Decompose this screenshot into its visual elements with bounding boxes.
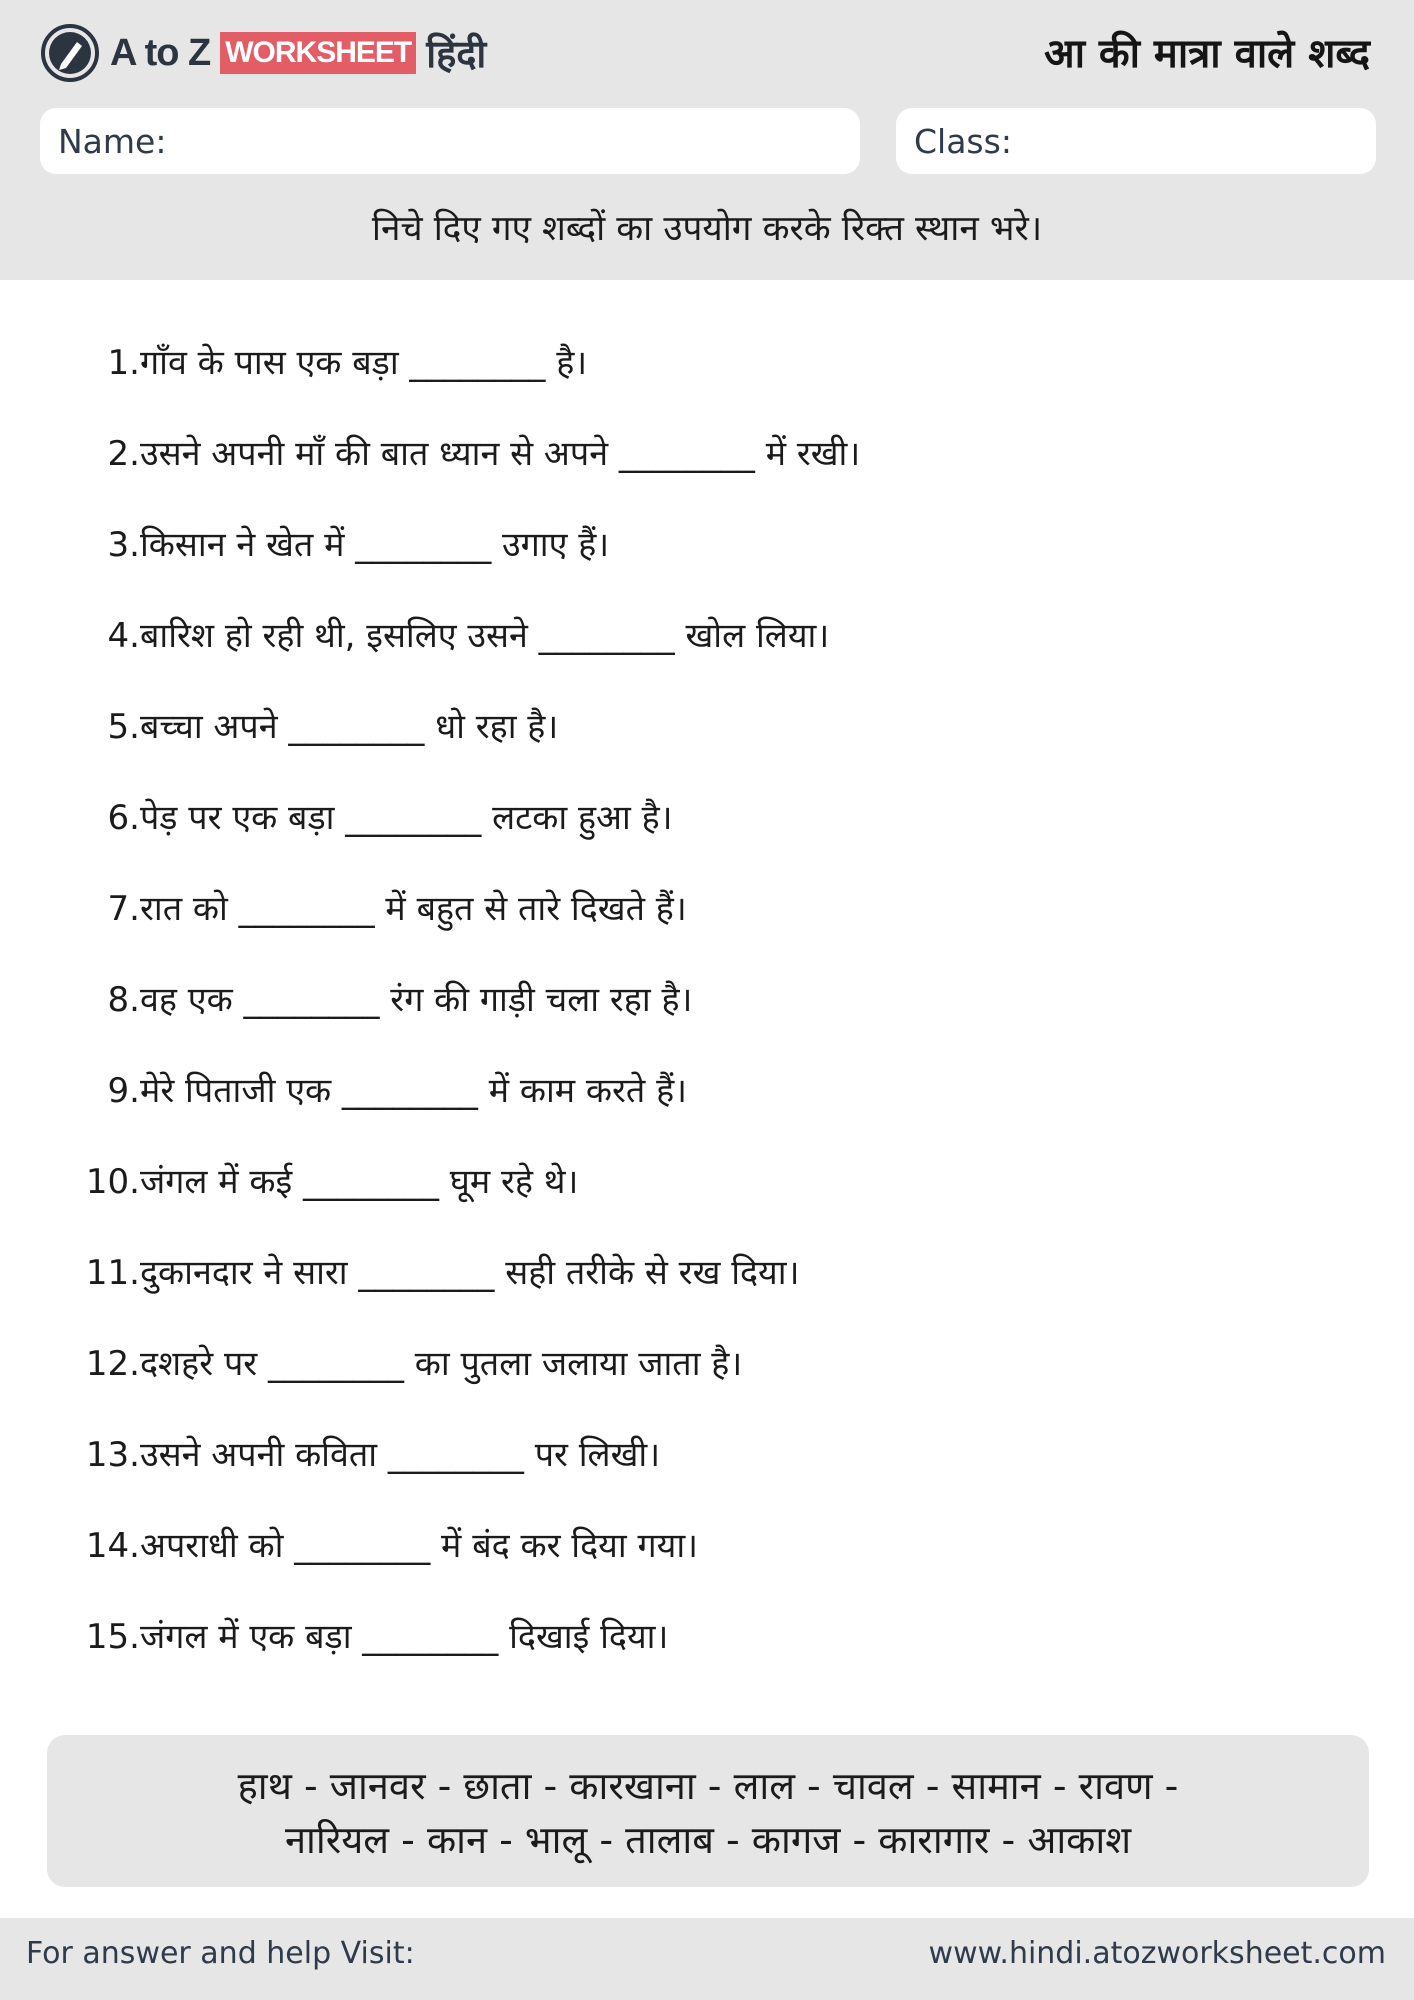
question-item	[70, 1339, 742, 1385]
word-bank	[47, 1735, 1369, 1887]
site-logo[interactable]	[40, 22, 486, 84]
question-item	[70, 793, 673, 839]
question-text: मेरे पिताजी एक ________ में काम करते हैं।	[140, 1071, 688, 1111]
question-item	[70, 1612, 668, 1658]
question-number: 2.	[107, 434, 140, 474]
question-number: 15.	[85, 1617, 140, 1657]
question-item	[70, 1430, 660, 1476]
question-text: जंगल में कई ________ घूम रहे थे।	[140, 1162, 579, 1202]
question-item	[70, 429, 860, 475]
question-text: बारिश हो रही थी, इसलिए उसने ________ खोल लिया।	[140, 616, 830, 656]
question-number: 6.	[107, 798, 140, 838]
question-item	[70, 1066, 687, 1112]
word-bank-line: हाथ - जानवर - छाता - कारखाना - लाल - चावल - सामान - रावण -	[237, 1764, 1179, 1808]
question-item	[70, 1521, 698, 1567]
question-item	[70, 338, 587, 384]
question-item	[70, 520, 609, 566]
question-number: 14.	[85, 1526, 140, 1566]
header-band	[0, 0, 1414, 280]
pen-nib-icon	[40, 23, 100, 83]
question-item	[70, 884, 687, 930]
question-text: बच्चा अपने ________ धो रहा है।	[140, 707, 559, 747]
question-item	[70, 1248, 799, 1294]
question-number: 9.	[107, 1071, 140, 1111]
footer-bar	[0, 1918, 1414, 2000]
question-text: उसने अपनी माँ की बात ध्यान से अपने ________ में रखी।	[140, 434, 861, 474]
instruction-text: निचे दिए गए शब्दों का उपयोग करके रिक्त स्थान भरे।	[371, 209, 1043, 249]
question-text: अपराधी को ________ में बंद कर दिया गया।	[140, 1526, 699, 1566]
question-text: किसान ने खेत में ________ उगाए हैं।	[140, 525, 610, 565]
question-number: 11.	[85, 1253, 140, 1293]
name-label: Name:	[58, 121, 167, 161]
question-number: 4.	[107, 616, 140, 656]
question-number: 10.	[85, 1162, 140, 1202]
name-field[interactable]	[40, 108, 860, 174]
question-item	[70, 702, 558, 748]
question-text: वह एक ________ रंग की गाड़ी चला रहा है।	[140, 980, 693, 1020]
question-item	[70, 1157, 578, 1203]
question-number: 12.	[85, 1344, 140, 1384]
logo-language: हिंदी	[426, 32, 487, 76]
question-number: 8.	[107, 980, 140, 1020]
question-text: गाँव के पास एक बड़ा ________ है।	[140, 343, 588, 383]
footer-help-text: For answer and help Visit:	[26, 1936, 415, 1971]
footer-website-link[interactable]: www.hindi.atozworksheet.com	[928, 1936, 1386, 1971]
question-number: 1.	[107, 343, 140, 383]
logo-badge: WORKSHEET	[220, 32, 416, 74]
question-item	[70, 611, 829, 657]
question-number: 13.	[85, 1435, 140, 1475]
worksheet-title: आ की मात्रा वाले शब्द	[1044, 31, 1370, 77]
word-bank-line: नारियल - कान - भालू - तालाब - कागज - कारागार - आकाश	[284, 1818, 1132, 1862]
question-text: दुकानदार ने सारा ________ सही तरीके से रख दिया।	[140, 1253, 800, 1293]
question-item	[70, 975, 692, 1021]
question-text: जंगल में एक बड़ा ________ दिखाई दिया।	[140, 1617, 669, 1657]
question-text: पेड़ पर एक बड़ा ________ लटका हुआ है।	[140, 798, 673, 838]
class-label: Class:	[914, 121, 1012, 161]
question-text: उसने अपनी कविता ________ पर लिखी।	[140, 1435, 661, 1475]
logo-brand-text: A to Z	[110, 31, 211, 74]
question-number: 7.	[107, 889, 140, 929]
question-text: रात को ________ में बहुत से तारे दिखते हैं।	[140, 889, 687, 929]
question-text: दशहरे पर ________ का पुतला जलाया जाता है।	[140, 1344, 743, 1384]
question-number: 3.	[107, 525, 140, 565]
question-number: 5.	[107, 707, 140, 747]
class-field[interactable]	[896, 108, 1376, 174]
